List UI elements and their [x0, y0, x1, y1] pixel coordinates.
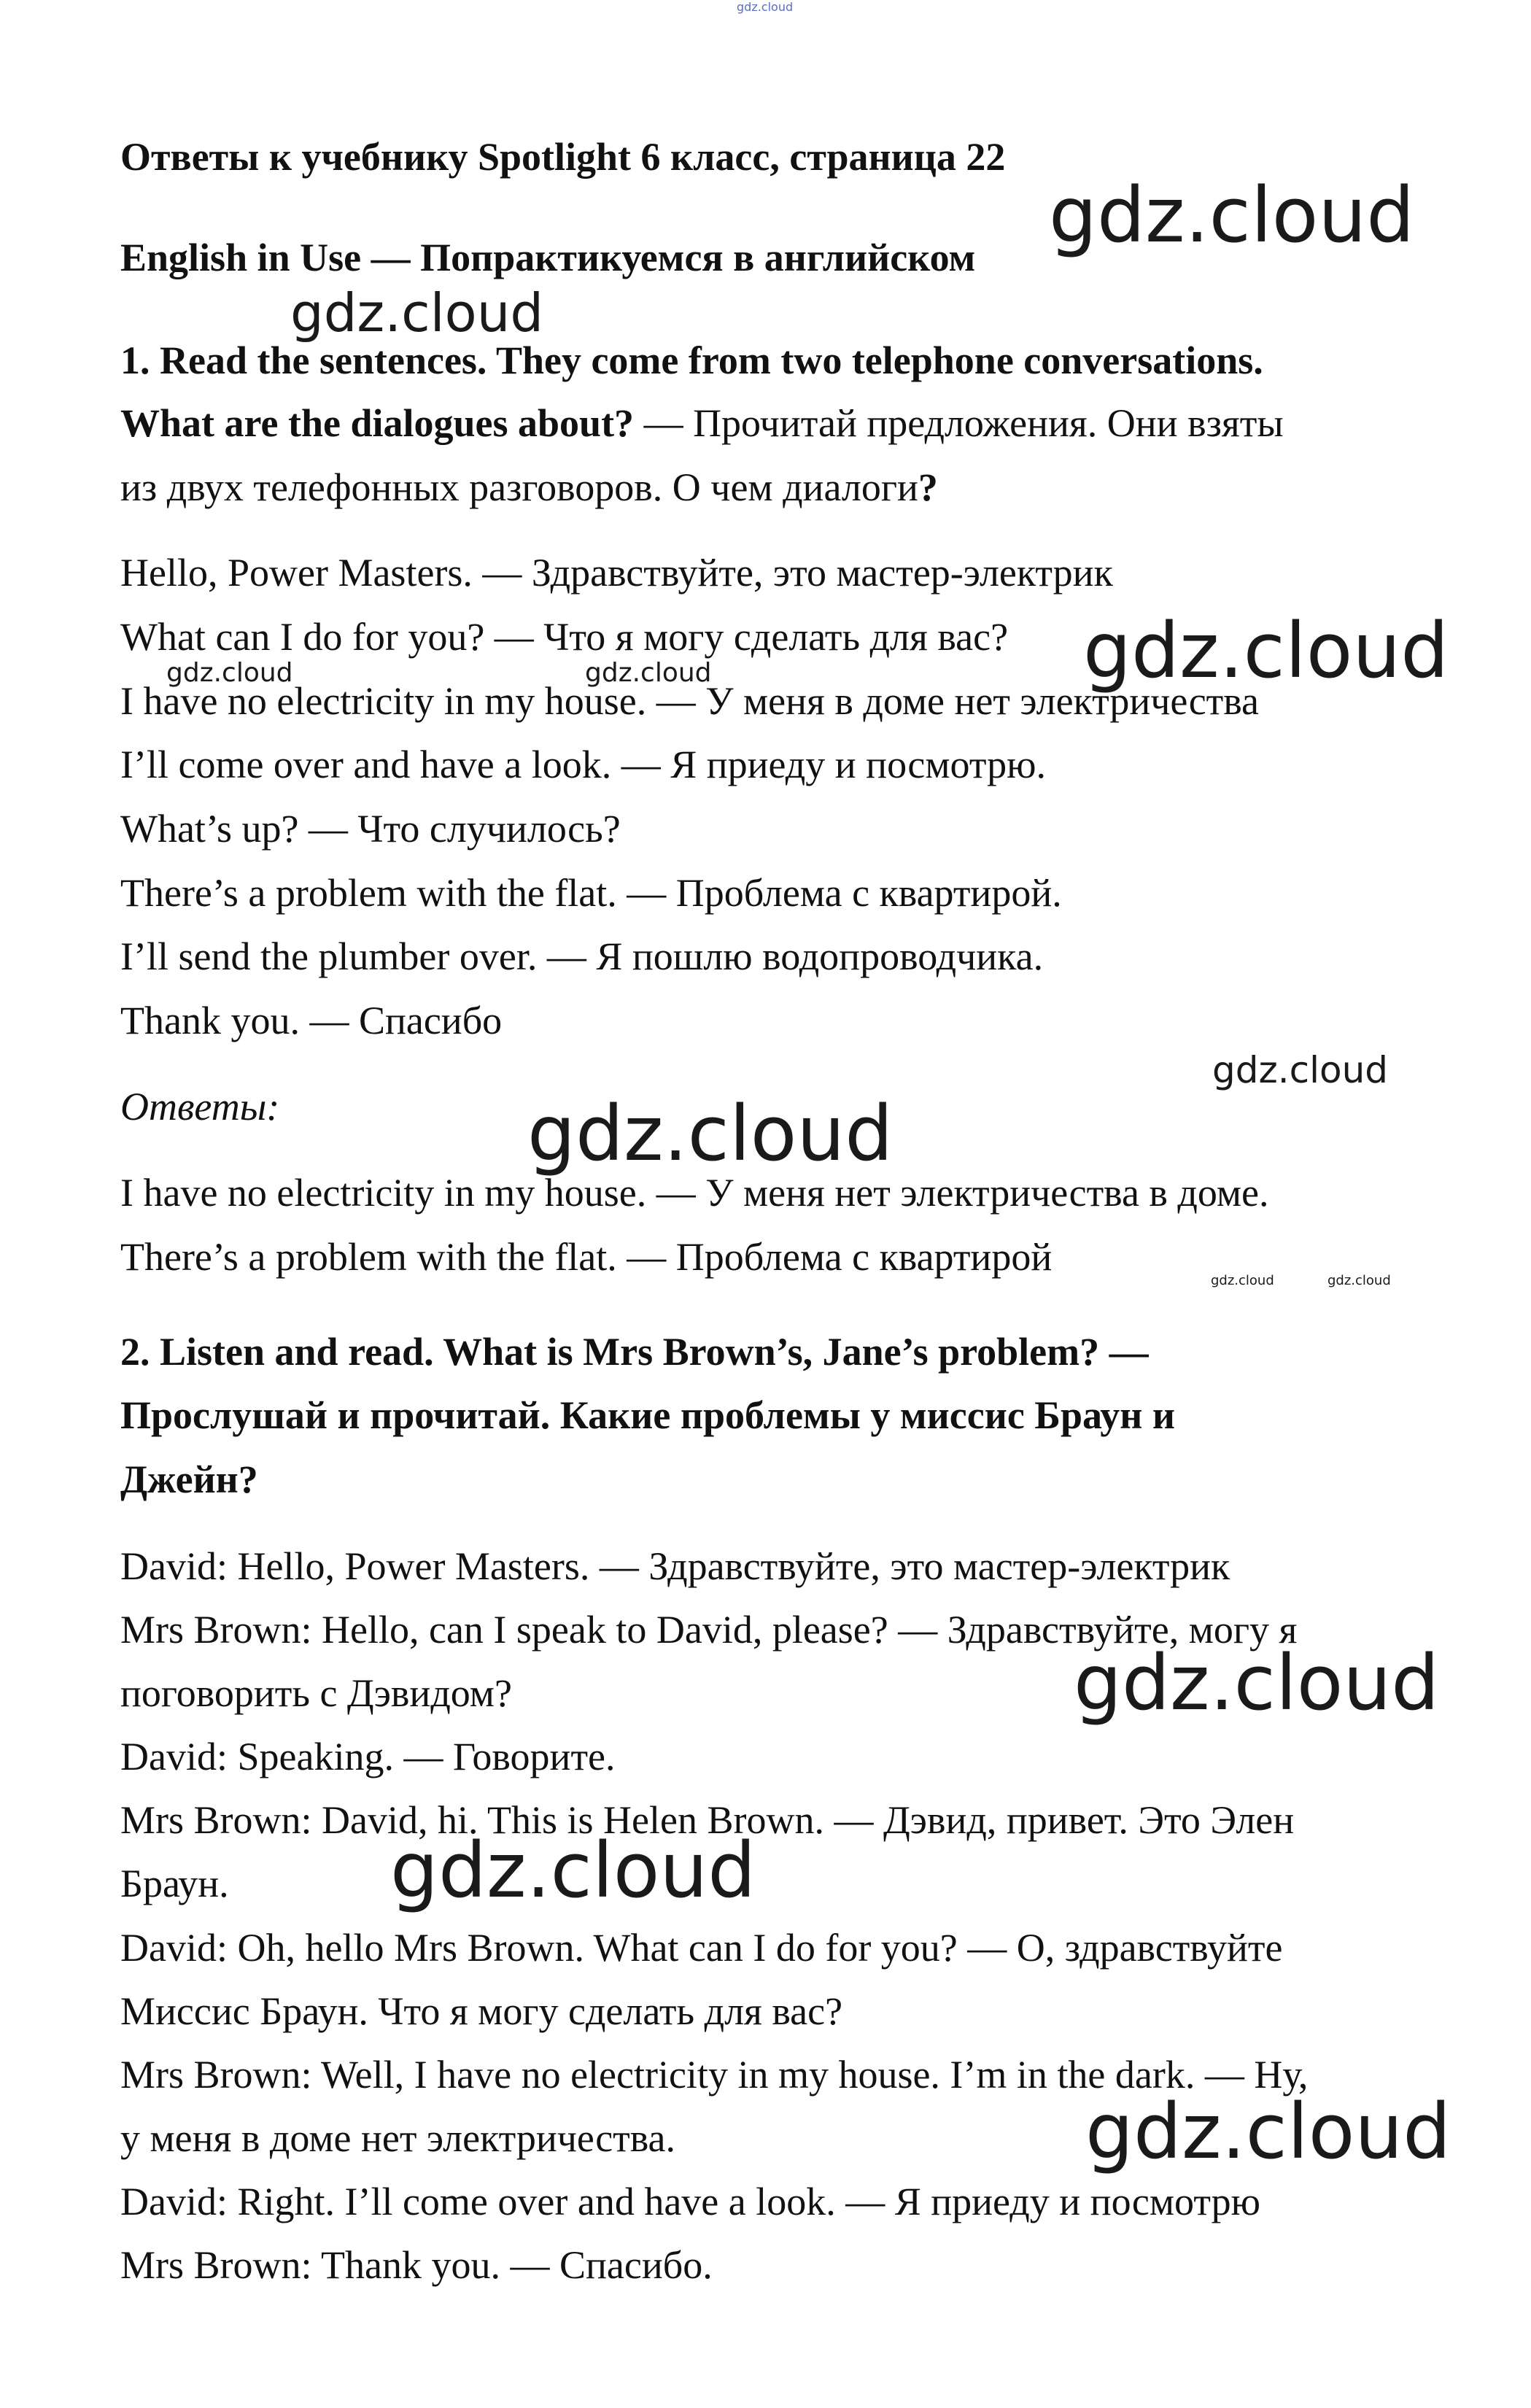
watermark: gdz.cloud [1083, 606, 1449, 695]
answer-line: There’s a problem with the flat. — Проблема с квартирой [120, 1235, 1053, 1279]
answers-label: Ответы: [120, 1085, 280, 1128]
page-title: Ответы к учебнику Spotlight 6 класс, страница 22 [120, 135, 1006, 179]
task1-heading-line-1: 1. Read the sentences. They come from two telephone conversations. [120, 338, 1263, 382]
task1-translation-part-2: из двух телефонных разговоров. О чем диалоги [120, 465, 918, 509]
task1-sentence: Thank you. — Спасибо [120, 999, 503, 1042]
answer-line: I have no electricity in my house. — У меня нет электричества в доме. [120, 1171, 1269, 1215]
watermark: gdz.cloud [1085, 2087, 1451, 2176]
task1-translation-part-1: — Прочитай предложения. Они взяты [634, 401, 1284, 445]
dialogue-line: Миссис Браун. Что я могу сделать для вас? [120, 1989, 843, 2033]
dialogue-line: David: Hello, Power Masters. — Здравствуйте, это мастер-электрик [120, 1544, 1230, 1588]
task1-heading-line-3 [120, 465, 938, 509]
watermark: gdz.cloud [1049, 171, 1415, 260]
watermark: gdz.cloud [1074, 1638, 1440, 1727]
section-heading: English in Use — Попрактикуемся в английском [120, 236, 976, 279]
task1-sentence: I have no electricity in my house. — У меня в доме нет электричества [120, 679, 1260, 723]
dialogue-line: David: Right. I’ll come over and have a look. — Я приеду и посмотрю [120, 2180, 1260, 2223]
watermark: gdz.cloud [527, 1089, 894, 1178]
task1-sentence: I’ll come over and have a look. — Я приеду и посмотрю. [120, 743, 1046, 786]
watermark: gdz.cloud [585, 658, 712, 688]
dialogue-line: David: Oh, hello Mrs Brown. What can I do for you? — О, здравствуйте [120, 1926, 1283, 1970]
task1-sentence: There’s a problem with the flat. — Проблема с квартирой. [120, 871, 1062, 915]
watermark: gdz.cloud [166, 658, 293, 688]
watermark: gdz.cloud [1212, 1049, 1389, 1091]
dialogue-line: поговорить с Дэвидом? [120, 1671, 512, 1715]
dialogue-line: Mrs Brown: Thank you. — Спасибо. [120, 2243, 713, 2287]
task1-heading-line-2 [120, 403, 1284, 443]
watermark: gdz.cloud [1211, 1273, 1274, 1288]
dialogue-line: у меня в доме нет электричества. [120, 2116, 676, 2160]
task2-heading-line-2: Прослушай и прочитай. Какие проблемы у миссис Браун и [120, 1393, 1176, 1437]
task1-question-mark: ? [918, 465, 938, 509]
task1-sentence: What’s up? — Что случилось? [120, 807, 621, 851]
dialogue-line: David: Speaking. — Говорите. [120, 1735, 616, 1778]
task1-sentence: What can I do for you? — Что я могу сделать для вас? [120, 615, 1009, 659]
task1-sentence: Hello, Power Masters. — Здравствуйте, это мастер-электрик [120, 551, 1113, 595]
task1-question: What are the dialogues about? [120, 401, 635, 445]
watermark: gdz.cloud [1327, 1273, 1391, 1288]
dialogue-line: Mrs Brown: Hello, can I speak to David, please? — Здравствуйте, могу я [120, 1608, 1298, 1652]
task2-heading-line-1: 2. Listen and read. What is Mrs Brown’s, Jane’s problem? — [120, 1330, 1149, 1374]
dialogue-line: Mrs Brown: David, hi. This is Helen Brown. — Дэвид, привет. Это Элен [120, 1798, 1295, 1842]
watermark: gdz.cloud [390, 1826, 756, 1915]
top-watermark: gdz.cloud [737, 0, 794, 14]
task1-sentence: I’ll send the plumber over. — Я пошлю водопроводчика. [120, 934, 1044, 978]
task2-heading-line-3: Джейн? [120, 1457, 258, 1501]
dialogue-line: Mrs Brown: Well, I have no electricity in my house. I’m in the dark. — Ну, [120, 2053, 1309, 2097]
dialogue-line: Браун. [120, 1862, 229, 1905]
watermark: gdz.cloud [290, 282, 544, 344]
